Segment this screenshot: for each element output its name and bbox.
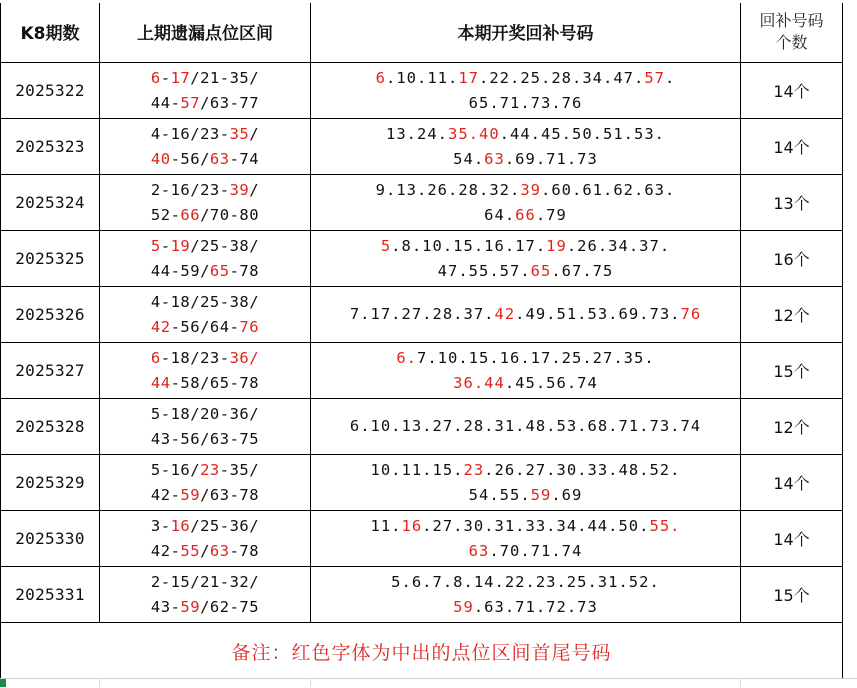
number-text: .26.34.37.: [566, 236, 671, 255]
period-cell: 2025326: [1, 287, 100, 343]
table-row: [1, 455, 843, 511]
period-cell: 2025324: [1, 175, 100, 231]
number-text: 7.17.27.28.37.: [349, 305, 495, 323]
number-text: 54.55.: [468, 485, 531, 504]
zones-line: [100, 483, 310, 508]
number-text: -56/64-: [170, 317, 240, 336]
zones-line: [100, 122, 310, 147]
number-text: .44.45.50.51.53.: [499, 124, 665, 143]
period-cell: 2025328: [1, 399, 100, 455]
number-text: .49.51.53.69.73.: [515, 305, 681, 323]
numbers-line: [311, 122, 740, 147]
number-text: /25-36/: [190, 516, 260, 535]
number-text: 2-16/23-: [150, 180, 230, 199]
table-row: [1, 399, 843, 455]
count-cell: 13个: [741, 175, 843, 231]
period-cell: 2025327: [1, 343, 100, 399]
numbers-cell: [311, 567, 741, 623]
highlight-number: 36.44: [453, 373, 505, 392]
note-text: 备注：红色字体为中出的点位区间首尾号码: [1, 623, 843, 680]
zones-cell: [100, 175, 311, 231]
period-cell: 2025329: [1, 455, 100, 511]
number-text: 5-16/: [150, 460, 201, 479]
highlight-number: 39: [520, 180, 541, 199]
number-text: -74: [229, 149, 260, 168]
zones-cell: [100, 511, 311, 567]
numbers-line: [311, 570, 740, 595]
period-cell: 2025323: [1, 119, 100, 175]
zones-line: [100, 234, 310, 259]
number-text: .22.25.28.34.47.: [479, 68, 645, 87]
numbers-line: [311, 147, 740, 172]
numbers-cell: [311, 119, 741, 175]
numbers-cell: [311, 511, 741, 567]
highlight-number: 39: [229, 180, 250, 199]
number-text: /63-78: [200, 485, 260, 504]
number-text: 42-: [150, 485, 181, 504]
number-text: .45.56.74: [504, 373, 598, 392]
table-row: [1, 63, 843, 119]
zones-line: [100, 458, 310, 483]
note-row: [1, 623, 843, 680]
zones-line: [100, 91, 310, 116]
highlight-number: 76: [680, 305, 702, 323]
period-cell: 2025330: [1, 511, 100, 567]
highlight-number: 65: [209, 261, 230, 280]
numbers-line: [311, 346, 740, 371]
header-period: K8期数: [1, 1, 100, 63]
highlight-number: 76: [239, 317, 260, 336]
header-zones: 上期遗漏点位区间: [100, 1, 311, 63]
number-text: /21-35/: [190, 68, 260, 87]
numbers-cell: [311, 455, 741, 511]
highlight-number: 42: [494, 305, 516, 323]
number-text: .79: [535, 205, 567, 224]
highlight-number: 57: [180, 93, 201, 112]
numbers-line: [311, 483, 740, 508]
highlight-number: 66: [515, 205, 536, 224]
numbers-line: [311, 371, 740, 396]
number-text: 5.6.7.8.14.22.23.25.31.52.: [391, 572, 660, 591]
numbers-cell: [311, 231, 741, 287]
numbers-cell: [311, 63, 741, 119]
highlight-number: 16: [401, 516, 423, 535]
sheet-corner-marker: [0, 679, 6, 687]
top-clip: [0, 0, 857, 3]
zones-line: [100, 346, 310, 371]
table-row: [1, 567, 843, 623]
number-text: /63-77: [200, 93, 260, 112]
number-text: /: [200, 541, 210, 560]
number-text: 64.: [484, 205, 516, 224]
zones-cell: [100, 455, 311, 511]
highlight-number: 16: [170, 516, 191, 535]
number-text: 9.13.26.28.32.: [375, 180, 521, 199]
zones-line: [100, 315, 310, 340]
number-text: /62-75: [200, 597, 260, 616]
numbers-line: [311, 91, 740, 116]
highlight-number: 59: [453, 597, 474, 616]
number-text: 65.71.73.76: [468, 93, 583, 112]
highlight-number: 6: [150, 348, 161, 367]
gridline: [99, 678, 100, 687]
highlight-number: 23: [463, 460, 485, 479]
period-cell: 2025325: [1, 231, 100, 287]
highlight-number: 63: [484, 149, 505, 168]
highlight-number: 36/: [229, 348, 260, 367]
number-text: -78: [229, 541, 260, 560]
zones-line: [100, 427, 310, 452]
zones-cell: [100, 287, 311, 343]
number-text: 5-18/20-36/: [150, 404, 260, 423]
header-count-line2: 个数: [775, 32, 808, 52]
table-row: [1, 175, 843, 231]
number-text: 47.55.57.: [437, 261, 531, 280]
numbers-line: [311, 414, 740, 439]
zones-line: [100, 570, 310, 595]
numbers-line: [311, 539, 740, 564]
table-row: [1, 511, 843, 567]
header-row: [1, 1, 843, 63]
table-row: [1, 287, 843, 343]
numbers-line: [311, 259, 740, 284]
highlight-number: 35: [229, 124, 250, 143]
number-text: -: [160, 68, 171, 87]
number-text: .69.71.73: [504, 149, 598, 168]
highlight-number: 17: [458, 68, 479, 87]
count-cell: 16个: [741, 231, 843, 287]
zones-line: [100, 66, 310, 91]
header-count-line1: 回补号码: [759, 10, 824, 30]
number-text: .67.75: [551, 261, 614, 280]
number-text: 10.11.15.: [370, 460, 464, 479]
count-cell: 14个: [741, 63, 843, 119]
highlight-number: 6.: [396, 348, 418, 367]
zones-line: [100, 402, 310, 427]
period-cell: 2025322: [1, 63, 100, 119]
highlight-number: 59: [180, 485, 201, 504]
numbers-line: [311, 514, 740, 539]
header-numbers: 本期开奖回补号码: [311, 1, 741, 63]
numbers-line: [311, 66, 740, 91]
highlight-number: 35.40: [448, 124, 500, 143]
zones-line: [100, 290, 310, 315]
zones-line: [100, 595, 310, 620]
zones-line: [100, 371, 310, 396]
number-text: /: [249, 180, 260, 199]
zones-cell: [100, 231, 311, 287]
number-text: .27.30.31.33.34.44.50.: [422, 516, 650, 535]
number-text: /: [249, 124, 260, 143]
number-text: 54.: [453, 149, 485, 168]
zones-cell: [100, 63, 311, 119]
count-cell: 14个: [741, 511, 843, 567]
period-cell: 2025331: [1, 567, 100, 623]
number-text: -56/: [170, 149, 210, 168]
numbers-cell: [311, 287, 741, 343]
numbers-line: [311, 178, 740, 203]
number-text: 11.: [370, 516, 402, 535]
number-text: 7.10.15.16.17.25.27.35.: [417, 348, 655, 367]
number-text: 3-: [150, 516, 171, 535]
table-body: [1, 63, 843, 623]
number-text: -58/65-78: [170, 373, 260, 392]
highlight-number: 65: [530, 261, 552, 280]
number-text: .63.71.72.73: [473, 597, 598, 616]
table-row: [1, 343, 843, 399]
number-text: 6.10.13.27.28.31.48.53.68.71.73.74: [349, 417, 702, 435]
highlight-number: 42: [150, 317, 171, 336]
numbers-cell: [311, 399, 741, 455]
highlight-number: 63: [209, 149, 230, 168]
gridline: [740, 678, 741, 687]
highlight-number: 23: [200, 460, 220, 479]
number-text: 52-: [150, 205, 181, 224]
number-text: 44-59/: [150, 261, 210, 280]
number-text: 4-16/23-: [150, 124, 230, 143]
header-count: [741, 1, 843, 63]
zones-line: [100, 539, 310, 564]
highlight-number: 55.: [649, 516, 681, 535]
number-text: .26.27.30.33.48.52.: [484, 460, 681, 479]
highlight-number: 57: [644, 68, 665, 87]
zones-cell: [100, 343, 311, 399]
table-row: [1, 119, 843, 175]
number-text: .10.11.: [386, 68, 459, 87]
number-text: 43-56/63-75: [150, 429, 260, 448]
highlight-number: 6: [150, 68, 161, 87]
number-text: .8.10.15.16.17.: [391, 236, 547, 255]
highlight-number: 19: [170, 236, 191, 255]
zones-cell: [100, 119, 311, 175]
zones-line: [100, 178, 310, 203]
highlight-number: 59: [530, 485, 552, 504]
table-row: [1, 231, 843, 287]
numbers-line: [311, 458, 740, 483]
zones-line: [100, 147, 310, 172]
number-text: -35/: [219, 460, 260, 479]
zones-line: [100, 203, 310, 228]
numbers-line: [311, 595, 740, 620]
number-text: .: [664, 68, 676, 87]
numbers-line: [311, 234, 740, 259]
numbers-cell: [311, 175, 741, 231]
number-text: 13.24.: [386, 124, 448, 143]
number-text: /70-80: [200, 205, 260, 224]
numbers-line: [311, 302, 740, 327]
highlight-number: 6: [375, 68, 386, 87]
highlight-number: 5: [380, 236, 392, 255]
highlight-number: 59: [180, 597, 201, 616]
highlight-number: 17: [170, 68, 191, 87]
count-cell: 14个: [741, 455, 843, 511]
count-cell: 15个: [741, 567, 843, 623]
number-text: -78: [229, 261, 260, 280]
number-text: .60.61.62.63.: [541, 180, 676, 199]
number-text: -18/23-: [160, 348, 230, 367]
highlight-number: 63: [468, 541, 490, 560]
count-cell: 12个: [741, 399, 843, 455]
number-text: 43-: [150, 597, 181, 616]
number-text: /25-38/: [190, 236, 260, 255]
highlight-number: 5: [150, 236, 161, 255]
number-text: 44-: [150, 93, 181, 112]
highlight-number: 19: [546, 236, 567, 255]
zones-cell: [100, 567, 311, 623]
number-text: -: [160, 236, 171, 255]
number-text: .70.71.74: [489, 541, 583, 560]
zones-cell: [100, 399, 311, 455]
count-cell: 15个: [741, 343, 843, 399]
numbers-line: [311, 203, 740, 228]
count-cell: 12个: [741, 287, 843, 343]
gridline: [310, 678, 311, 687]
highlight-number: 44: [150, 373, 171, 392]
highlight-number: 63: [209, 541, 230, 560]
zones-line: [100, 259, 310, 284]
number-text: 4-18/25-38/: [150, 292, 260, 311]
number-text: .69: [551, 485, 583, 504]
highlight-number: 66: [180, 205, 201, 224]
count-cell: 14个: [741, 119, 843, 175]
highlight-number: 55: [180, 541, 201, 560]
highlight-number: 40: [150, 149, 171, 168]
number-text: 42-: [150, 541, 181, 560]
zones-line: [100, 514, 310, 539]
numbers-cell: [311, 343, 741, 399]
number-text: 2-15/21-32/: [150, 572, 260, 591]
